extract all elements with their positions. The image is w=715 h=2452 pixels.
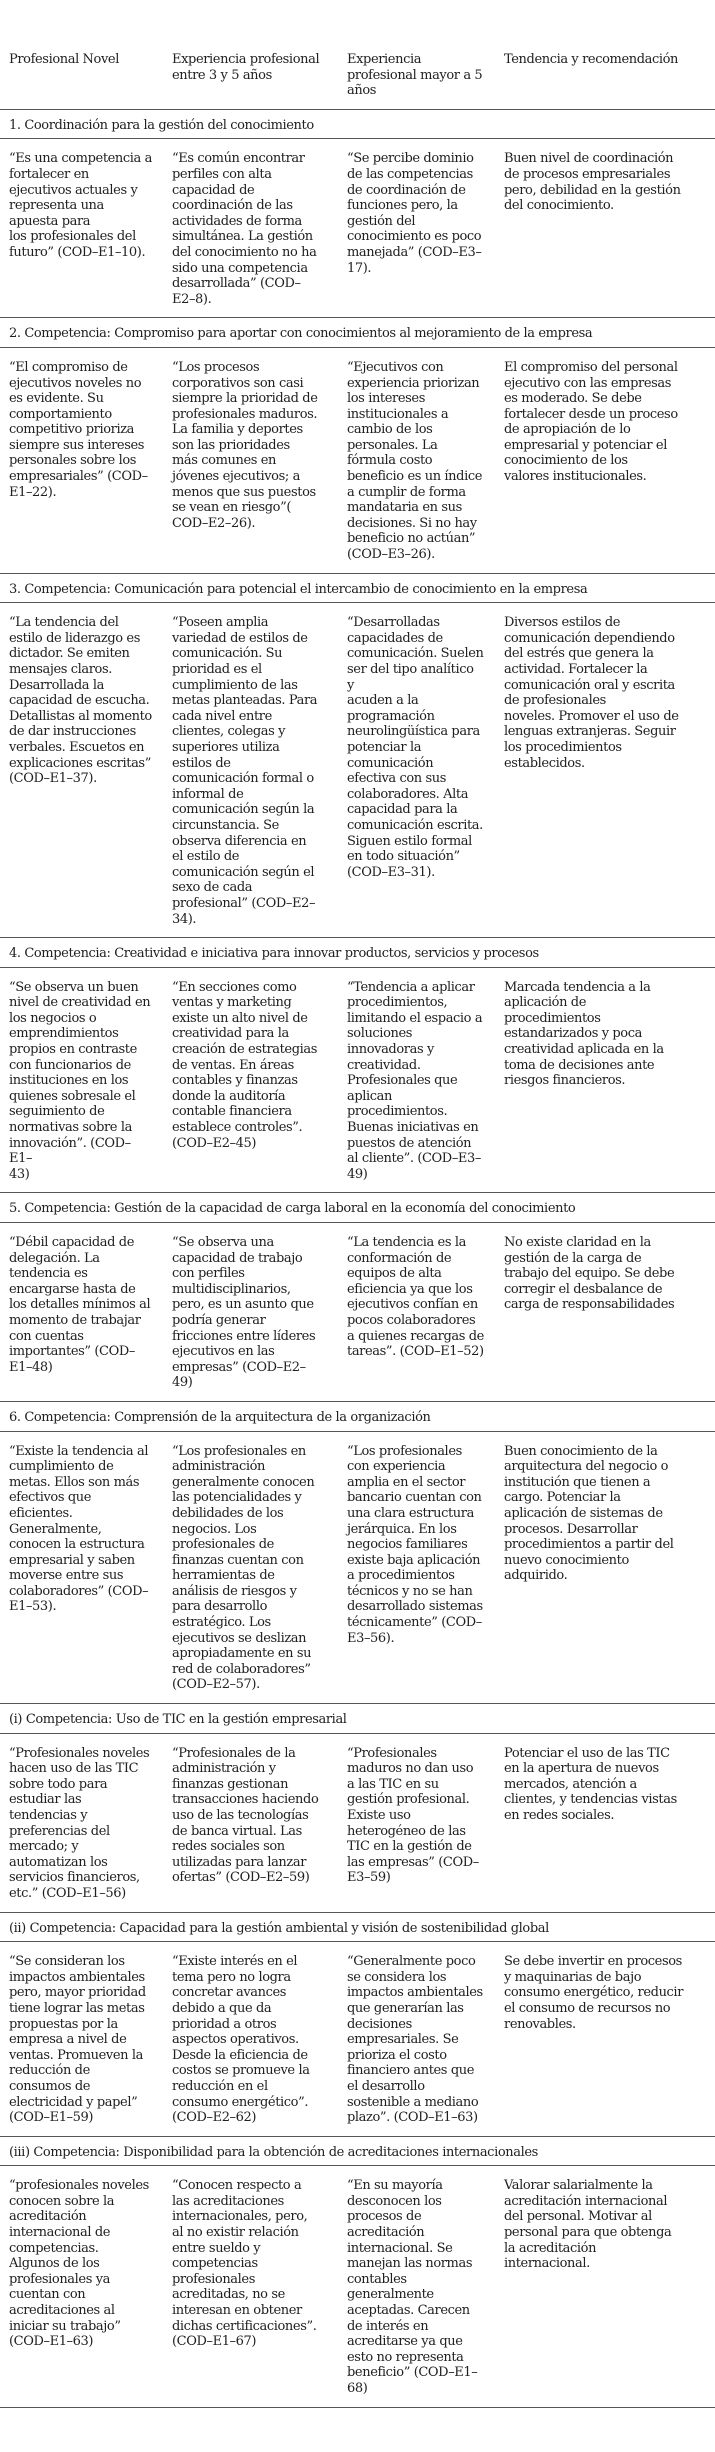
cell-tendencia: Se debe invertir en procesos y maquinarias de bajo consumo energético, reducir el consumo de recursos no renovables. xyxy=(495,1942,715,2137)
cell-experiencia-3-5: “Los procesos corporativos son casi siempre la prioridad de profesionales maduros. La familia y deportes son las prioridades más comunes en jóvenes ejecutivos; a menos que sus puestos se vean en riesgo”( COD–E2–26). xyxy=(163,347,338,573)
cell-experiencia-mayor-5: “Profesionales maduros no dan uso a las TIC en su gestión profesional. Existe uso heterogéneo de las TIC en la gestión de las empresas” (COD– E3–59) xyxy=(338,1733,495,1912)
section-title-row xyxy=(0,1912,715,1942)
cell-profesional-novel: “profesionales noveles conocen sobre la acreditación internacional de competencias. Algunos de los profesionales ya cuentan con acreditaciones al iniciar su trabajo” (COD–E1–63) xyxy=(0,2166,163,2407)
cell-experiencia-mayor-5: “En su mayoría desconocen los procesos de acreditación internacional. Se manejan las normas contables generalmente aceptadas. Carecen de interés en acreditarse ya que esto no representa beneficio” (COD–E1– 68) xyxy=(338,2166,495,2407)
header-tendencia: Tendencia y recomendación xyxy=(495,0,715,109)
table-row xyxy=(0,139,715,318)
cell-experiencia-3-5: “Conocen respecto a las acreditaciones internacionales, pero, al no existir relación entre sueldo y competencias profesionales acreditadas, no se interesan en obtener dichas certificaciones”. (COD–E1–67) xyxy=(163,2166,338,2407)
section-title: 1. Coordinación para la gestión del conocimiento xyxy=(0,109,715,139)
cell-profesional-novel: “Se consideran los impactos ambientales pero, mayor prioridad tiene lograr las metas propuestas por la empresa a nivel de ventas. Promueven la reducción de consumos de electricidad y papel” (COD–E1–59) xyxy=(0,1942,163,2137)
table-row xyxy=(0,2166,715,2407)
cell-experiencia-mayor-5: “Se percibe dominio de las competencias de coordinación de funciones pero, la gestión del conocimiento es poco manejada” (COD–E3– 17). xyxy=(338,139,495,318)
cell-tendencia: Potenciar el uso de las TIC en la apertura de nuevos mercados, atención a clientes, y tendencias vistas en redes sociales. xyxy=(495,1733,715,1912)
cell-experiencia-mayor-5: “Generalmente poco se considera los impactos ambientales que generarían las decisiones empresariales. Se prioriza el costo financiero antes que el desarrollo sostenible a mediano plazo”. (COD–E1–63) xyxy=(338,1942,495,2137)
cell-tendencia: Valorar salarialmente la acreditación internacional del personal. Motivar al personal para que obtenga la acreditación internacional. xyxy=(495,2166,715,2407)
section-title-row xyxy=(0,2136,715,2166)
table-row xyxy=(0,1431,715,1704)
cell-tendencia: Diversos estilos de comunicación dependiendo del estrés que genera la actividad. Fortalecer la comunicación oral y escrita de profesionales noveles. Promover el uso de lenguas extranjeras. Seguir los procedimientos establecidos. xyxy=(495,603,715,938)
cell-profesional-novel: “El compromiso de ejecutivos noveles no es evidente. Su comportamiento competitivo prioriza siempre sus intereses personales sobre los empresariales” (COD– E1–22). xyxy=(0,347,163,573)
cell-experiencia-3-5: “Es común encontrar perfiles con alta capacidad de coordinación de las actividades de forma simultánea. La gestión del conocimiento no ha sido una competencia desarrollada” (COD– E2–8). xyxy=(163,139,338,318)
table-row xyxy=(0,347,715,573)
cell-tendencia: Buen conocimiento de la arquitectura del negocio o institución que tienen a cargo. Potenciar la aplicación de sistemas de procesos. Desarrollar procedimientos a partir del nuevo conocimiento adquirido. xyxy=(495,1431,715,1704)
table-row xyxy=(0,1942,715,2137)
section-title: 3. Competencia: Comunicación para potencial el intercambio de conocimiento en la empresa xyxy=(0,573,715,603)
section-title-row xyxy=(0,1704,715,1734)
cell-experiencia-mayor-5: “Ejecutivos con experiencia priorizan los intereses institucionales a cambio de los personales. La fórmula costo beneficio es un índice a cumplir de forma mandataria en sus decisiones. Si no hay beneficio no actúan” (COD–E3–26). xyxy=(338,347,495,573)
table-header xyxy=(0,0,715,109)
cell-experiencia-3-5: “Los profesionales en administración generalmente conocen las potencialidades y debilidades de los negocios. Los profesionales de finanzas cuentan con herramientas de análisis de riesgos y para desarrollo estratégico. Los ejecutivos se deslizan apropiadamente en su red de colaboradores” (COD–E2–57). xyxy=(163,1431,338,1704)
table-row xyxy=(0,603,715,938)
section-title: 4. Competencia: Creatividad e iniciativa para innovar productos, servicios y procesos xyxy=(0,938,715,968)
cell-experiencia-mayor-5: “Desarrolladas capacidades de comunicación. Suelen ser del tipo analítico y acuden a la programación neurolingüística para potenciar la comunicación efectiva con sus colaboradores. Alta capacidad para la comunicación escrita. Siguen estilo formal en todo situación” (COD–E3–31). xyxy=(338,603,495,938)
section-title: (i) Competencia: Uso de TIC en la gestión empresarial xyxy=(0,1704,715,1734)
cell-experiencia-3-5: “Existe interés en el tema pero no logra concretar avances debido a que da prioridad a otros aspectos operativos. Desde la eficiencia de costos se promueve la reducción en el consumo energético”. (COD–E2–62) xyxy=(163,1942,338,2137)
table-body xyxy=(0,109,715,2407)
cell-tendencia: No existe claridad en la gestión de la carga de trabajo del equipo. Se debe corregir el desbalance de carga de responsabilidades xyxy=(495,1223,715,1402)
section-title-row xyxy=(0,109,715,139)
section-title-row xyxy=(0,1401,715,1431)
table-row xyxy=(0,1223,715,1402)
section-title: 5. Competencia: Gestión de la capacidad de carga laboral en la economía del conocimiento xyxy=(0,1193,715,1223)
section-title-row xyxy=(0,938,715,968)
header-experiencia-mayor-5: Experiencia profesional mayor a 5 años xyxy=(338,0,495,109)
cell-experiencia-mayor-5: “Los profesionales con experiencia amplia en el sector bancario cuentan con una clara estructura jerárquica. En los negocios familiares existe baja aplicación a procedimientos técnicos y no se han desarrollado sistemas técnicamente” (COD– E3–56). xyxy=(338,1431,495,1704)
cell-profesional-novel: “La tendencia del estilo de liderazgo es dictador. Se emiten mensajes claros. Desarrollada la capacidad de escucha. Detallistas al momento de dar instrucciones verbales. Escuetos en explicaciones escritas” (COD–E1–37). xyxy=(0,603,163,938)
cell-tendencia: Marcada tendencia a la aplicación de procedimientos estandarizados y poca creatividad aplicada en la toma de decisiones ante riesgos financieros. xyxy=(495,967,715,1193)
section-title-row xyxy=(0,318,715,348)
cell-experiencia-3-5: “Poseen amplia variedad de estilos de comunicación. Su prioridad es el cumplimiento de las metas planteadas. Para cada nivel entre clientes, colegas y superiores utiliza estilos de comunicación formal o informal de comunicación según la circunstancia. Se observa diferencia en el estilo de comunicación según el sexo de cada profesional” (COD–E2– 34). xyxy=(163,603,338,938)
header-row xyxy=(0,0,715,109)
cell-experiencia-mayor-5: “La tendencia es la conformación de equipos de alta eficiencia ya que los ejecutivos confían en pocos colaboradores a quienes recargas de tareas”. (COD–E1–52) xyxy=(338,1223,495,1402)
cell-experiencia-3-5: “Profesionales de la administración y finanzas gestionan transacciones haciendo uso de las tecnologías de banca virtual. Las redes sociales son utilizadas para lanzar ofertas” (COD–E2–59) xyxy=(163,1733,338,1912)
cell-profesional-novel: “Existe la tendencia al cumplimiento de metas. Ellos son más efectivos que eficientes. Generalmente, conocen la estructura empresarial y saben moverse entre sus colaboradores” (COD– E1–53). xyxy=(0,1431,163,1704)
table-row xyxy=(0,967,715,1193)
section-title: (iii) Competencia: Disponibilidad para la obtención de acreditaciones internacionales xyxy=(0,2136,715,2166)
cell-profesional-novel: “Se observa un buen nivel de creatividad en los negocios o emprendimientos propios en contraste con funcionarios de instituciones en los quienes sobresale el seguimiento de normativas sobre la innovación”. (COD–E1– 43) xyxy=(0,967,163,1193)
section-title: (ii) Competencia: Capacidad para la gestión ambiental y visión de sostenibilidad global xyxy=(0,1912,715,1942)
cell-tendencia: Buen nivel de coordinación de procesos empresariales pero, debilidad en la gestión del conocimiento. xyxy=(495,139,715,318)
section-title: 6. Competencia: Comprensión de la arquitectura de la organización xyxy=(0,1401,715,1431)
cell-profesional-novel: “Es una competencia a fortalecer en ejecutivos actuales y representa una apuesta para los profesionales del futuro” (COD–E1–10). xyxy=(0,139,163,318)
section-title: 2. Competencia: Compromiso para aportar con conocimientos al mejoramiento de la empresa xyxy=(0,318,715,348)
cell-tendencia: El compromiso del personal ejecutivo con las empresas es moderado. Se debe fortalecer desde un proceso de apropiación de lo empresarial y potenciar el conocimiento de los valores institucionales. xyxy=(495,347,715,573)
cell-profesional-novel: “Débil capacidad de delegación. La tendencia es encargarse hasta de los detalles mínimos al momento de trabajar con cuentas importantes” (COD– E1–48) xyxy=(0,1223,163,1402)
section-title-row xyxy=(0,1193,715,1223)
cell-experiencia-mayor-5: “Tendencia a aplicar procedimientos, limitando el espacio a soluciones innovadoras y creatividad. Profesionales que aplican procedimientos. Buenas iniciativas en puestos de atención al cliente”. (COD–E3– 49) xyxy=(338,967,495,1193)
header-profesional-novel: Profesional Novel xyxy=(0,0,163,109)
cell-experiencia-3-5: “En secciones como ventas y marketing existe un alto nivel de creatividad para la creación de estrategias de ventas. En áreas contables y finanzas donde la auditoría contable financiera establece controles”. (COD–E2–45) xyxy=(163,967,338,1193)
section-title-row xyxy=(0,573,715,603)
table-row xyxy=(0,1733,715,1912)
cell-experiencia-3-5: “Se observa una capacidad de trabajo con perfiles multidisciplinarios, pero, es un asunto que podría generar fricciones entre líderes ejecutivos en las empresas” (COD–E2– 49) xyxy=(163,1223,338,1402)
cell-profesional-novel: “Profesionales noveles hacen uso de las TIC sobre todo para estudiar las tendencias y preferencias del mercado; y automatizan los servicios financieros, etc.” (COD–E1–56) xyxy=(0,1733,163,1912)
header-experiencia-3-5: Experiencia profesional entre 3 y 5 años xyxy=(163,0,338,109)
